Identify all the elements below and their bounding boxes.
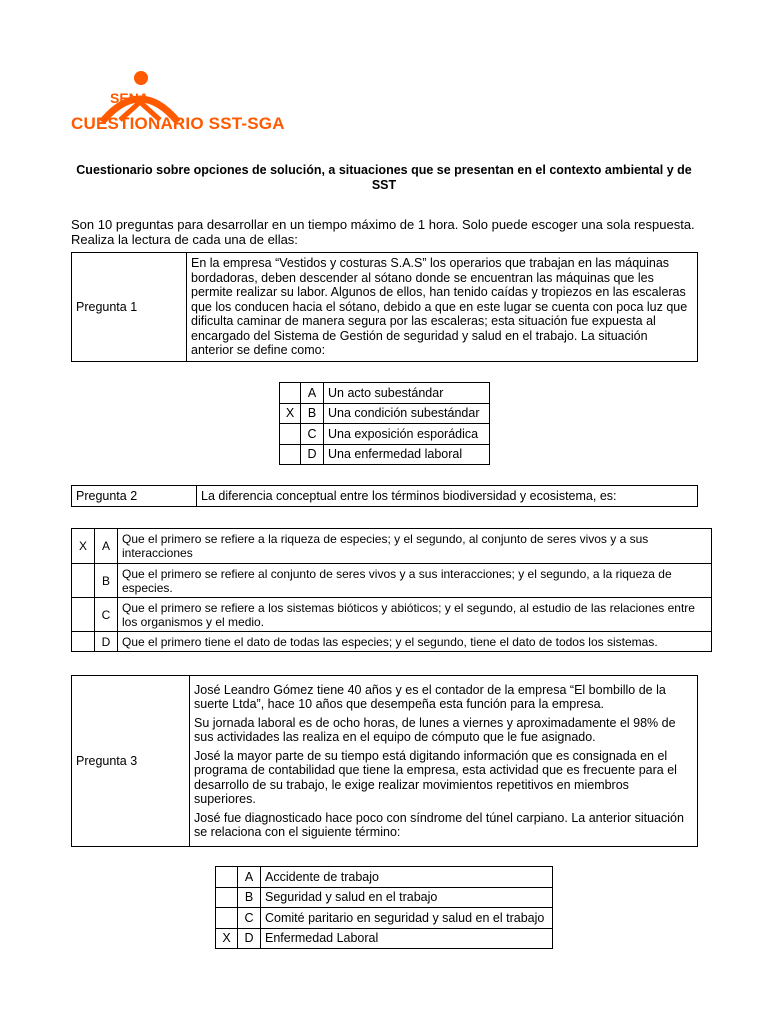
option-text: Accidente de trabajo [261,867,553,888]
option-mark[interactable] [280,424,301,445]
option-letter: B [238,887,261,908]
option-row[interactable] [280,444,490,465]
question-1-table [71,252,698,362]
option-mark[interactable] [72,564,95,598]
option-text: Que el primero se refiere a la riqueza de especies; y el segundo, al conjunto de seres vivos y a sus interacciones [118,529,712,564]
page-title: CUESTIONARIO SST-SGA [71,114,285,133]
question-2-options [71,528,712,652]
question-3-options [215,866,553,949]
question-label: Pregunta 2 [72,486,197,507]
question-paragraph: En la empresa “Vestidos y costuras S.A.S” los operarios que trabajan en las máquinas bordadoras, deben descender al sótano donde se encuentran las máquinas que les permite realizar su labor. Algunos de ellos, han tenido caídas y tropiezos en las escaleras que los conducen hacia el sótano, debido a que en este lugar se cuenta con poca luz que dificulta caminar de manera segura por las escaleras; esta situación fue expuesta al encargado del Sistema de Gestión de seguridad y salud en el trabajo. La situación anterior se define como: [191,256,688,358]
option-text: Seguridad y salud en el trabajo [261,887,553,908]
intro-text: Son 10 preguntas para desarrollar en un tiempo máximo de 1 hora. Solo puede escoger una sola respuesta. Realiza la lectura de cada una de ellas: [71,217,695,247]
option-letter: B [301,403,324,424]
option-row[interactable] [280,424,490,445]
option-mark[interactable]: X [280,403,301,424]
question-paragraph: La diferencia conceptual entre los términos biodiversidad y ecosistema, es: [201,488,617,503]
option-text: Un acto subestándar [324,383,490,404]
option-row[interactable] [216,928,553,949]
logo-text: SENA [110,90,149,106]
option-mark[interactable]: X [216,928,238,949]
option-text: Que el primero tiene el dato de todas las especies; y el segundo, tiene el dato de todos los sistemas. [118,632,712,652]
question-text [190,676,698,847]
option-letter: A [301,383,324,404]
option-text: Que el primero se refiere al conjunto de seres vivos y a sus interacciones; y el segundo, a la riqueza de especies. [118,564,712,598]
option-letter: B [95,564,118,598]
question-1-options [279,382,490,465]
option-text: Enfermedad Laboral [261,928,553,949]
option-mark[interactable] [72,598,95,632]
subtitle: Cuestionario sobre opciones de solución, a situaciones que se presentan en el contexto ambiental y de SST [76,163,692,192]
question-2-table [71,485,698,507]
option-text: Una condición subestándar [324,403,490,424]
option-row[interactable] [72,529,712,564]
question-paragraph: José fue diagnosticado hace poco con síndrome del túnel carpiano. La anterior situación se relaciona con el siguiente término: [194,810,684,839]
option-letter: D [301,444,324,465]
option-mark[interactable] [216,908,238,929]
option-letter: C [238,908,261,929]
option-letter: D [95,632,118,652]
option-row[interactable] [280,383,490,404]
option-mark[interactable] [280,444,301,465]
question-label: Pregunta 1 [72,253,187,362]
question-paragraph: José la mayor parte de su tiempo está digitando información que es consignada en el programa de contabilidad que tiene la empresa, esta actividad que es frecuente para el desarrollo de su trabajo, le exige realizar movimientos repetitivos en miembros superiores. [194,748,677,806]
question-paragraph: Su jornada laboral es de ocho horas, de lunes a viernes y aproximadamente el 98% de sus actividades las realiza en el equipo de cómputo que le fue asignado. [194,715,676,744]
question-text [187,253,698,362]
option-mark[interactable] [216,887,238,908]
option-letter: A [238,867,261,888]
option-letter: D [238,928,261,949]
question-paragraph: José Leandro Gómez tiene 40 años y es el contador de la empresa “El bombillo de la suerte Ltda”, hace 10 años que desempeña esta función para la empresa. [194,682,666,711]
option-row[interactable] [216,887,553,908]
option-letter: A [95,529,118,564]
option-text: Una exposición esporádica [324,424,490,445]
option-text: Comité paritario en seguridad y salud en el trabajo [261,908,553,929]
question-text [197,486,698,507]
option-text: Una enfermedad laboral [324,444,490,465]
option-row[interactable] [216,908,553,929]
option-mark[interactable] [216,867,238,888]
question-3-table [71,675,698,847]
option-mark[interactable]: X [72,529,95,564]
question-label: Pregunta 3 [72,676,190,847]
option-mark[interactable] [72,632,95,652]
option-row[interactable] [216,867,553,888]
option-row[interactable] [280,403,490,424]
option-mark[interactable] [280,383,301,404]
option-row[interactable] [72,598,712,632]
option-row[interactable] [72,564,712,598]
option-row[interactable] [72,632,712,652]
option-letter: C [95,598,118,632]
option-text: Que el primero se refiere a los sistemas bióticos y abióticos; y el segundo, al estudio de las relaciones entre los organismos y el medio. [118,598,712,632]
option-letter: C [301,424,324,445]
